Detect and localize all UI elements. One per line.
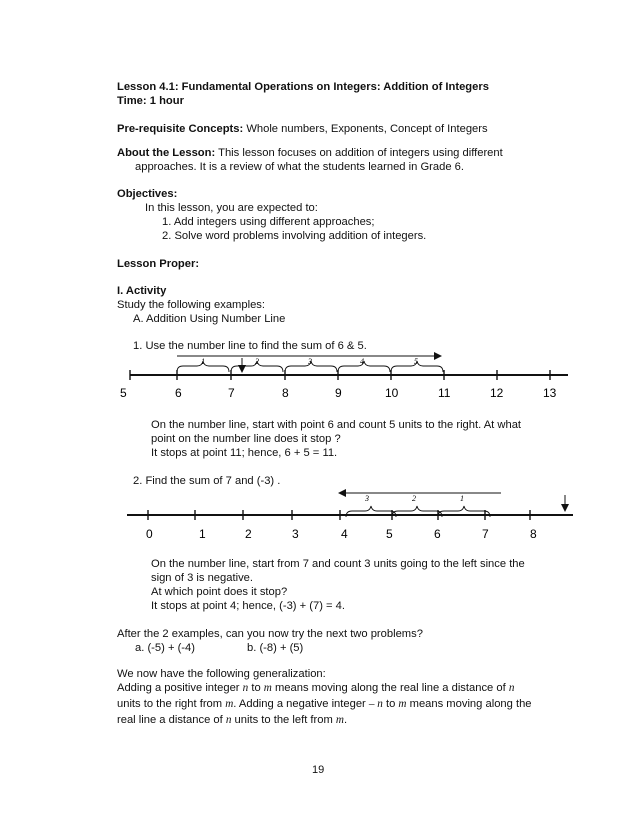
- gen-var-n: n: [242, 682, 249, 694]
- tick-label: 7: [482, 527, 489, 541]
- objectives-intro: In this lesson, you are expected to:: [145, 202, 318, 214]
- example-2-title: 2. Find the sum of 7 and (-3) .: [133, 475, 281, 487]
- example-2-result: It stops at point 4; hence, (-3) + (7) = 4.: [151, 600, 346, 612]
- bracket-label: 1: [201, 357, 205, 366]
- number-line-2: [0, 487, 639, 547]
- tick-label: 12: [490, 386, 504, 400]
- bracket-label: 5: [414, 357, 418, 366]
- tick-label: 6: [175, 386, 182, 400]
- try-prompt: After the 2 examples, can you now try the next two problems?: [117, 628, 423, 640]
- bracket-label: 4: [360, 357, 364, 366]
- gen-var-m: m: [398, 698, 407, 710]
- gen-var-m: m: [263, 682, 272, 694]
- tick-label: 8: [530, 527, 537, 541]
- gen-var-n: n: [225, 714, 232, 726]
- subsection-a: A. Addition Using Number Line: [133, 313, 286, 325]
- about-label: About the Lesson:: [117, 147, 216, 159]
- bracket-label: 1: [460, 494, 464, 503]
- gen-var-m: m: [335, 714, 344, 726]
- lesson-time: Time: 1 hour: [117, 95, 184, 107]
- objectives-label: Objectives:: [117, 188, 178, 200]
- tick-label: 4: [341, 527, 348, 541]
- tick-label: 13: [543, 386, 557, 400]
- about-text-2: approaches. It is a review of what the students learned in Grade 6.: [135, 161, 464, 173]
- gen-var-neg-n: – n: [368, 698, 383, 710]
- example-1-explanation-2: point on the number line does it stop ?: [151, 433, 341, 445]
- generalization-line-3: [117, 713, 347, 727]
- lesson-title: Lesson 4.1: Fundamental Operations on Integers: Addition of Integers: [117, 81, 489, 93]
- example-2-explanation-2: sign of 3 is negative.: [151, 572, 253, 584]
- tick-label: 2: [245, 527, 252, 541]
- gen-text: Adding a positive integer: [117, 682, 243, 694]
- tick-label: 5: [386, 527, 393, 541]
- gen-text: real line a distance of: [117, 714, 226, 726]
- example-2-question: At which point does it stop?: [151, 586, 288, 598]
- example-1-title: 1. Use the number line to find the sum of 6 & 5.: [133, 340, 367, 352]
- gen-text: units to the left from: [231, 714, 336, 726]
- try-problem-a: a. (-5) + (-4): [135, 642, 195, 654]
- study-text: Study the following examples:: [117, 299, 266, 311]
- gen-var-m: m: [225, 698, 234, 710]
- tick-label: 0: [146, 527, 153, 541]
- gen-text: units to the right from: [117, 698, 226, 710]
- page-number: 19: [312, 764, 325, 776]
- prereq-line: [117, 122, 488, 136]
- bracket-label: 2: [255, 357, 259, 366]
- prereq-label: Pre-requisite Concepts:: [117, 123, 244, 135]
- about-line-1: [117, 146, 560, 160]
- number-line-1: [0, 350, 639, 410]
- lesson-proper-label: Lesson Proper:: [117, 258, 200, 270]
- bracket-label: 3: [308, 357, 312, 366]
- gen-var-n: n: [508, 682, 515, 694]
- generalization-line-1: [117, 681, 514, 695]
- activity-label: I. Activity: [117, 285, 167, 297]
- generalization-line-2: [117, 697, 532, 711]
- gen-text: . Adding a negative integer: [233, 698, 369, 710]
- tick-label: 1: [199, 527, 206, 541]
- try-problem-b: b. (-8) + (5): [247, 642, 304, 654]
- example-2-explanation-1: On the number line, start from 7 and count 3 units going to the left since the: [151, 558, 525, 570]
- example-1-explanation-1: On the number line, start with point 6 and count 5 units to the right. At what: [151, 419, 522, 431]
- tick-label: 5: [120, 386, 127, 400]
- gen-text: means moving along the real line a distance of: [271, 682, 509, 694]
- prereq-text: Whole numbers, Exponents, Concept of Integers: [246, 123, 488, 135]
- tick-label: 11: [438, 386, 451, 400]
- gen-text: to: [382, 698, 399, 710]
- gen-text: to: [248, 682, 264, 694]
- tick-label: 6: [434, 527, 441, 541]
- tick-label: 7: [228, 386, 235, 400]
- generalization-intro: We now have the following generalization:: [117, 668, 326, 680]
- tick-label: 3: [292, 527, 299, 541]
- about-text-1: This lesson focuses on addition of integers using different: [218, 147, 503, 159]
- bracket-label: 2: [412, 494, 416, 503]
- unit-bracket: [338, 361, 390, 372]
- example-1-result: It stops at point 11; hence, 6 + 5 = 11.: [151, 447, 338, 459]
- gen-text: .: [344, 714, 348, 726]
- objective-item: 2. Solve word problems involving addition of integers.: [162, 230, 427, 242]
- bracket-label: 3: [365, 494, 369, 503]
- tick-label: 8: [282, 386, 289, 400]
- objective-item: 1. Add integers using different approaches;: [162, 216, 375, 228]
- tick-label: 9: [335, 386, 342, 400]
- tick-label: 10: [385, 386, 399, 400]
- gen-text: means moving along the: [406, 698, 532, 710]
